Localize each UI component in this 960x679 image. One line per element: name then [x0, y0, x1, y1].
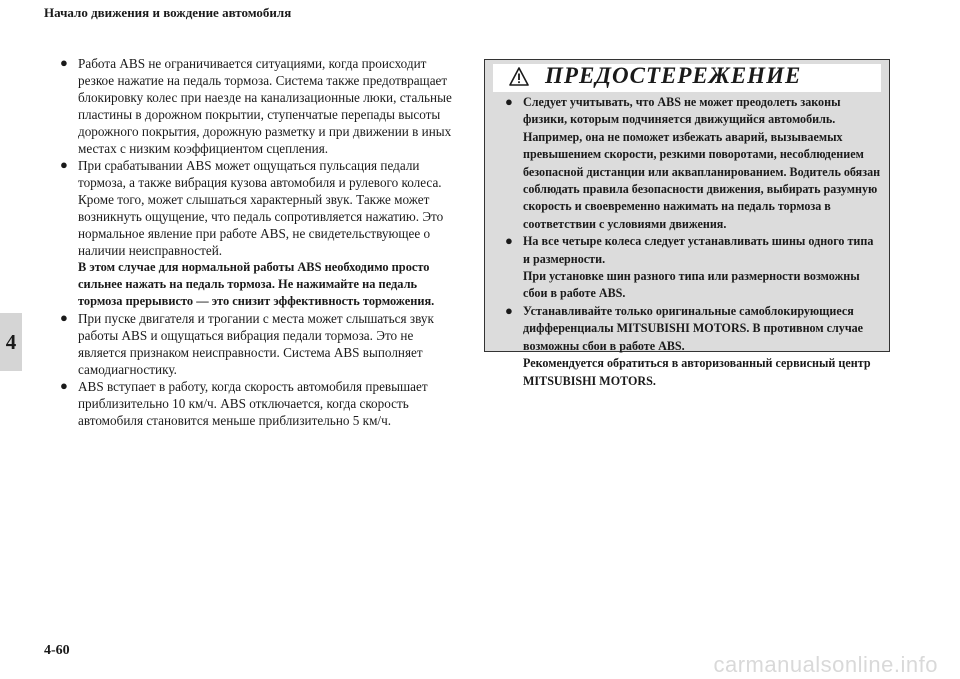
- warning-box: [484, 59, 890, 388]
- watermark: carmanualsonline.info: [713, 652, 938, 677]
- paragraph: На все четыре колеса следует устанавливать шины одного типа и размерности.: [523, 234, 874, 266]
- paragraph: При пуске двигателя и трогании с места может слышаться звук работы ABS и ощущаться вибрация педали тормоза. Это не является признаком неисправности. Система ABS выполняет самодиагностику.: [78, 311, 434, 377]
- bullet-icon: ●: [60, 157, 68, 172]
- chapter-tab: 4: [0, 313, 22, 371]
- page-header: Начало движения и вождение автомобиля: [44, 5, 292, 20]
- page-number: 4-60: [44, 643, 70, 658]
- note: При установке шин разного типа или размерности возможны сбои в работе ABS.: [523, 269, 860, 301]
- bullet-icon: ●: [60, 310, 68, 325]
- bullet-icon: ●: [60, 378, 68, 393]
- list-item: [505, 94, 883, 233]
- note: Рекомендуется обратиться в авторизованный сервисный центр MITSUBISHI MOTORS.: [523, 356, 871, 388]
- warning-title-bar: [493, 64, 881, 92]
- bullet-icon: ●: [505, 94, 513, 109]
- bullet-icon: ●: [505, 302, 513, 318]
- left-column: [60, 55, 460, 429]
- list-item: [60, 310, 460, 378]
- list-item: [60, 55, 460, 157]
- list-item: [505, 303, 883, 390]
- bold-note: В этом случае для нормальной работы ABS необходимо просто сильнее нажать на педаль тормоза. Не нажимайте на педаль тормоза прерывисто — это снизит эффективность торможения.: [78, 260, 435, 308]
- warning-title: ПРЕДОСТЕРЕЖЕНИЕ: [545, 63, 802, 88]
- list-item: [505, 233, 883, 303]
- paragraph: При срабатывании ABS может ощущаться пульсация педали тормоза, а также вибрация кузова автомобиля и рулевого колеса. Кроме того, может слышаться характерный звук. Также может возникнуть ощущение, что педаль сопротивляется нажатию. Это нормальное явление при работе ABS, не свидетельствующее о наличии неисправностей.: [78, 158, 444, 258]
- list-item: [60, 378, 460, 429]
- paragraph: Следует учитывать, что ABS не может преодолеть законы физики, которым подчиняется движущийся автомобиль. Например, она не поможет избежать аварий, вызываемых превышением скорости, резкими поворотами, несоблюдением безопасной дистанции или аквапланированием. Водитель обязан соблюдать правила безопасности движения, выбирать разумную скорость и своевременно нажимать на педаль тормоза в соответствии с условиями движения.: [523, 95, 881, 231]
- paragraph: Работа ABS не ограничивается ситуациями, когда происходит резкое нажатие на педаль тормоза. Система также предотвращает блокировку колес при наезде на канализационные люки, стальные пластины в дорожном покрытии, ступенчатые перепады высоты дорожного покрытия, дорожную разметку и при движении в иных местах с низким коэффициентом сцепления.: [78, 56, 452, 156]
- bullet-icon: ●: [60, 55, 68, 70]
- warning-triangle-icon: [509, 67, 529, 86]
- bullet-icon: ●: [505, 233, 513, 249]
- paragraph: ABS вступает в работу, когда скорость автомобиля превышает приблизительно 10 км/ч. ABS отключается, когда скорость автомобиля становится меньше приблизительно 5 км/ч.: [78, 379, 428, 428]
- paragraph: Устанавливайте только оригинальные самоблокирующиеся дифференциалы MITSUBISHI MOTORS. В противном случае возможны сбои в работе ABS.: [523, 303, 864, 353]
- warning-body: [505, 94, 883, 390]
- list-item: [60, 157, 460, 310]
